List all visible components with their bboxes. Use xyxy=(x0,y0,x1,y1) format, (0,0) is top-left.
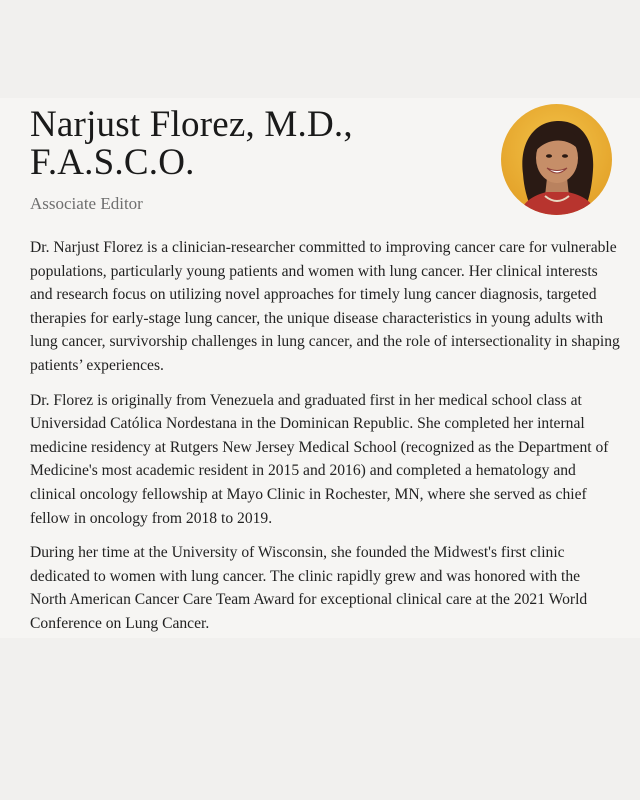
bio-section xyxy=(30,236,620,647)
profile-name: Narjust Florez, M.D., F.A.S.C.O. xyxy=(30,104,353,183)
bio-paragraph: Dr. Narjust Florez is a clinician-researcher committed to improving cancer care for vulnerable populations, particularly young patients and women with lung cancer. Her clinical interests and research focus on utilizing novel approaches for timely lung cancer diagnosis, targeted therapies for early-stage lung cancer, the unique disease characteristics in young adults with lung cancer, survivorship challenges in lung cancer, and the role of intersectionality in shaping patients’ experiences. xyxy=(30,239,620,374)
bio-paragraph: Dr. Florez is originally from Venezuela and graduated first in her medical school class at Universidad Católica Nordestana in the Dominican Republic. She completed her internal medicine residency at Rutgers New Jersey Medical School (recognized as the Department of Medicine's most academic resident in 2015 and 2016) and completed a hematology and clinical oncology fellowship at Mayo Clinic in Rochester, MN, where she served as chief fellow in oncology from 2018 to 2019. xyxy=(30,391,609,527)
person-portrait-icon xyxy=(501,104,612,215)
bio-paragraph: During her time at the University of Wisconsin, she founded the Midwest's first clinic dedicated to women with lung cancer. The clinic rapidly grew and was honored with the North American Cancer Care Team Award for exceptional clinical care at the 2021 World Conference on Lung Cancer. xyxy=(30,544,588,632)
avatar xyxy=(501,104,612,215)
profile-card xyxy=(0,98,640,638)
profile-role: Associate Editor xyxy=(30,194,143,213)
